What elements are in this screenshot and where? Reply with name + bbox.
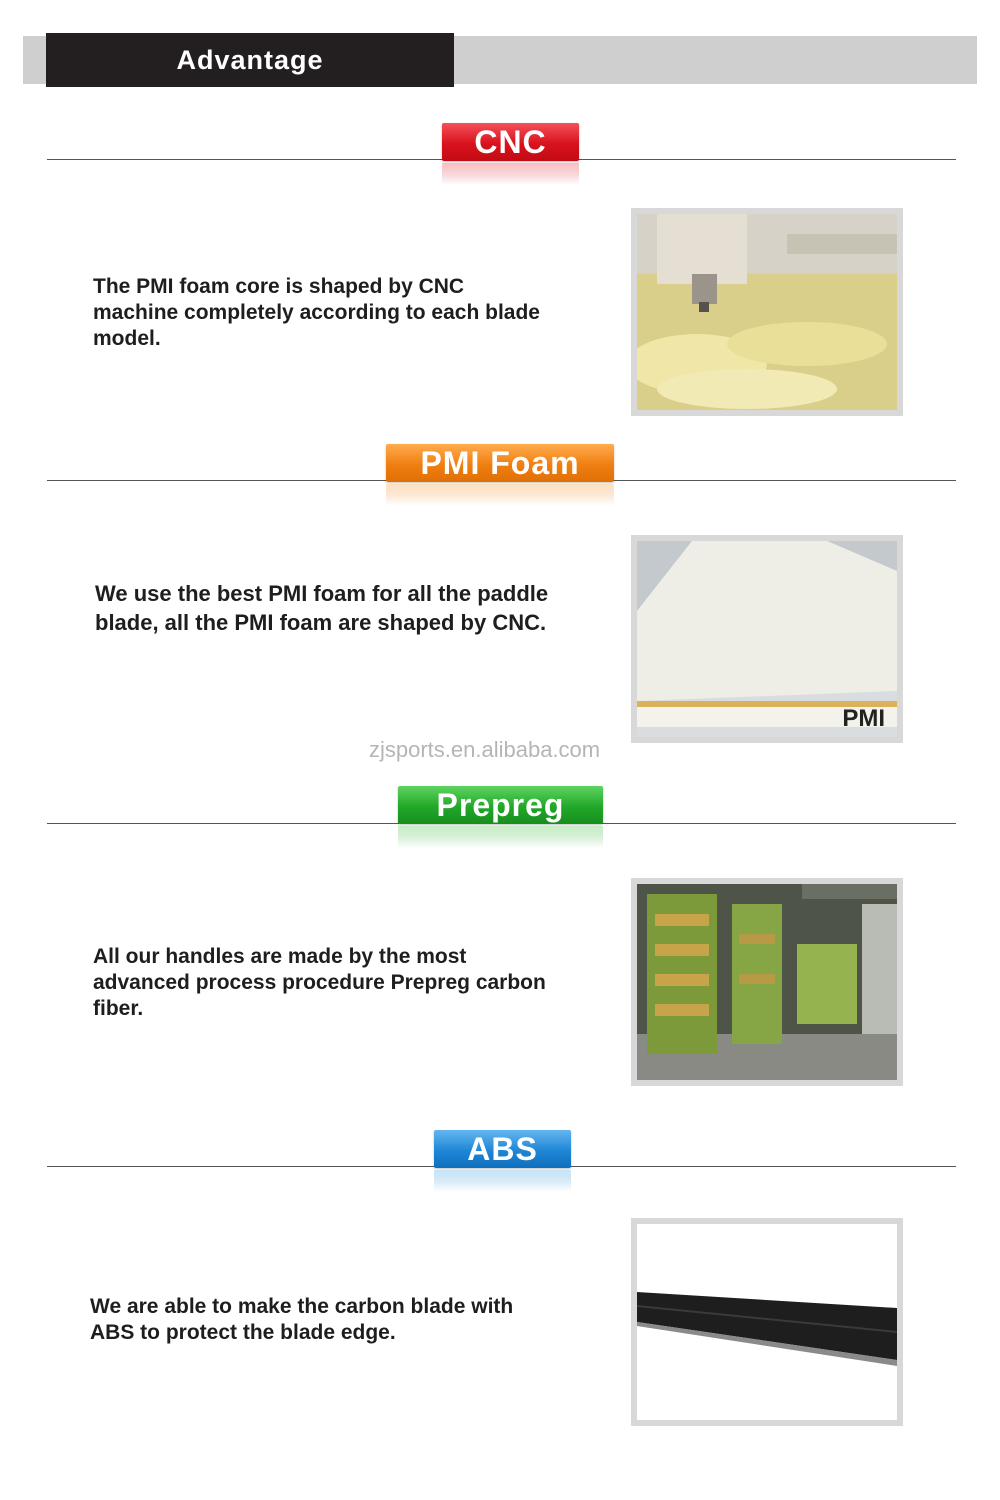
pmi-image-label: PMI	[842, 705, 885, 732]
pmi-foam-photo	[631, 535, 903, 743]
tag-reflection	[386, 484, 614, 506]
section-description: The PMI foam core is shaped by CNC machine completely according to each blade model.	[93, 275, 540, 350]
section-tag-label: ABS	[467, 1130, 538, 1167]
section-tag-cnc	[442, 123, 579, 161]
section-tag-pmi-foam	[386, 444, 614, 482]
prepreg-press-illustration	[637, 884, 897, 1080]
header-title-block	[46, 33, 454, 87]
tag-reflection	[434, 1170, 571, 1192]
section-tag-label: CNC	[474, 123, 547, 160]
cnc-machine-photo	[631, 208, 903, 416]
abs-blade-photo	[631, 1218, 903, 1426]
page-title: Advantage	[176, 44, 324, 75]
prepreg-press-photo	[631, 878, 903, 1086]
tag-reflection	[442, 163, 579, 185]
watermark: zjsports.en.alibaba.com	[369, 737, 601, 762]
carbon-blade-edge-illustration	[637, 1224, 897, 1420]
cnc-machine-illustration	[637, 214, 897, 410]
section-description: We use the best PMI foam for all the paddle blade, all the PMI foam are shaped by CNC.	[95, 581, 549, 635]
section-description: All our handles are made by the most advanced process procedure Prepreg carbon fiber.	[93, 945, 546, 1020]
tag-reflection	[398, 826, 603, 848]
section-tag-prepreg	[398, 786, 603, 824]
section-tag-label: Prepreg	[436, 786, 565, 823]
section-tag-abs	[434, 1130, 571, 1168]
section-tag-label: PMI Foam	[420, 444, 580, 481]
section-description: We are able to make the carbon blade with ABS to protect the blade edge.	[90, 1295, 514, 1344]
